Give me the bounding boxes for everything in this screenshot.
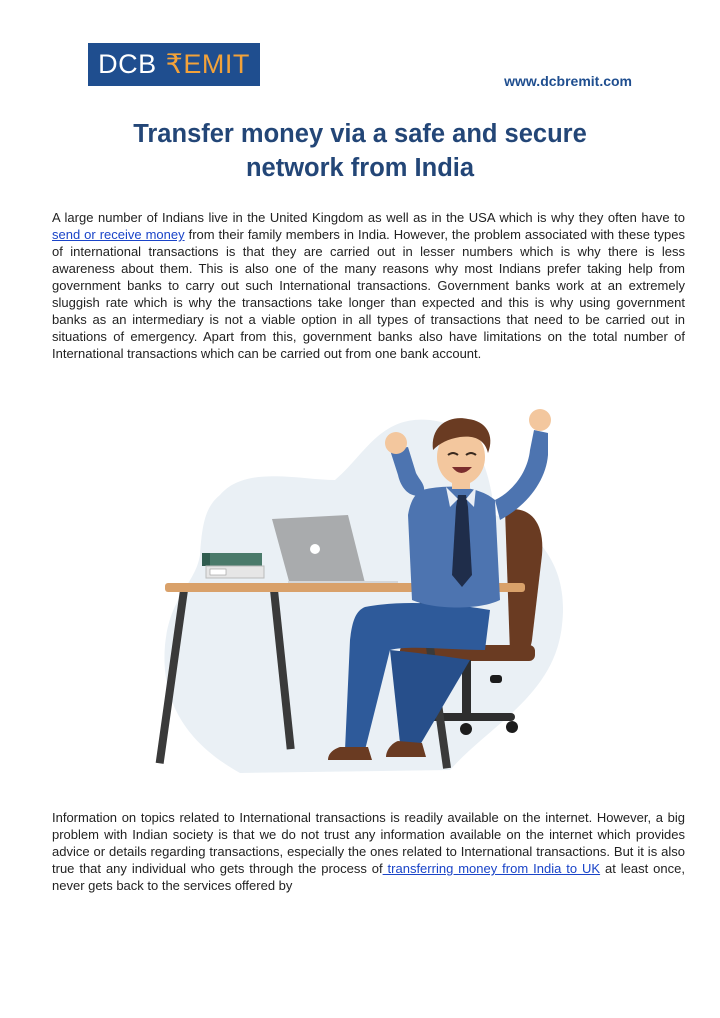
intro-text-after-link: from their family members in India. However, the problem associated with these types of international transactions is that they are carried out in lesser numbers which is why there is less awareness about them. This is also one of the many reasons why most Indians prefer taking help from government banks to carry out such International transactions. Government banks work at an extremely sluggish rate which is why the transactions take longer than expected and this is why using government banks as an intermediary is not a viable option in all types of transactions that need to be carried out in situations of emergency. Apart from this, government banks also have limitations on the total number of International transactions which can be carried out from one bank account. — [52, 227, 685, 361]
transferring-money-india-uk-link[interactable]: transferring money from India to UK — [382, 861, 601, 876]
intro-paragraph — [52, 209, 685, 362]
man-right-arm-icon — [495, 430, 548, 520]
info-text-before-link: Information on topics related to International transactions is readily available on the internet. However, a big problem with Indian society is that we do not trust any information available on the internet which provides advice or details regarding transactions, especially the ones related to International transactions. But it is also true that any individual who gets through the process of — [52, 810, 685, 876]
page-title-line-2: network from India — [245, 154, 475, 182]
page-title-line-1: Transfer money via a safe and secure — [133, 120, 587, 148]
binder-stack-icon — [202, 553, 262, 566]
logo-text-dcb: DCB — [98, 49, 157, 79]
site-url[interactable]: www.dcbremit.com — [504, 73, 632, 89]
info-text-after-link: at least once, never gets back to the services offered by — [52, 861, 685, 893]
logo-text-remit: ₹EMIT — [165, 49, 250, 79]
send-receive-money-link[interactable]: send or receive money — [52, 227, 185, 242]
intro-text-before-link: A large number of Indians live in the United Kingdom as well as in the USA which is why they often have to — [52, 210, 685, 225]
dcb-remit-logo — [88, 43, 260, 86]
info-paragraph — [52, 809, 685, 894]
page-title — [60, 117, 660, 185]
happy-man-at-desk-illustration — [150, 395, 570, 780]
